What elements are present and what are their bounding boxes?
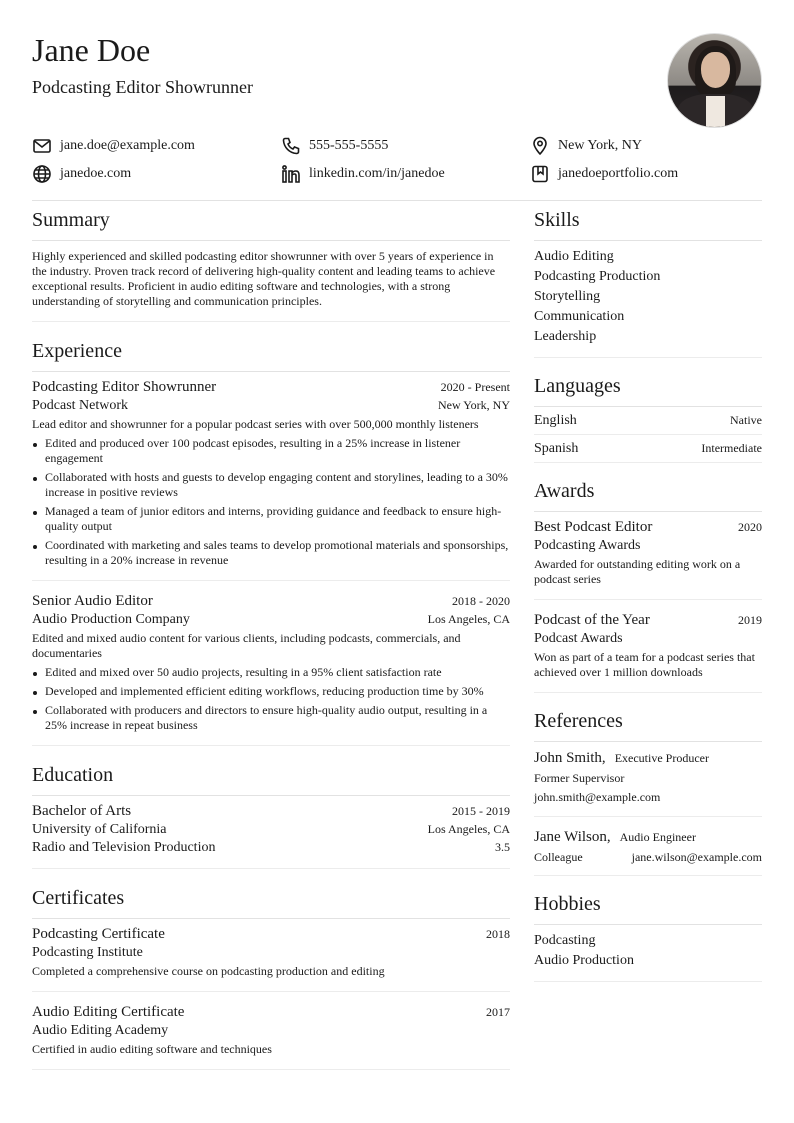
hobby-item: Audio Production — [534, 953, 634, 968]
photo-face — [701, 52, 730, 88]
awards-heading: Awards — [534, 471, 762, 512]
experience-role: Podcasting Editor Showrunner — [32, 379, 217, 395]
award-description: Won as part of a team for a podcast series that achieved over 1 million downloads — [534, 650, 755, 679]
skills-list — [534, 241, 762, 358]
left-column — [32, 200, 510, 1070]
experience-heading: Experience — [32, 331, 510, 372]
reference-relation: Former Supervisor — [534, 771, 625, 785]
award-item — [534, 600, 762, 693]
education-gpa: 3.5 — [495, 840, 510, 854]
resume-header — [32, 30, 762, 130]
phone-text: 555-555-5555 — [309, 138, 389, 153]
reference-position: Executive Producer — [614, 751, 709, 765]
summary-block — [32, 241, 510, 322]
linkedin-text: linkedin.com/in/janedoe — [309, 166, 445, 181]
reference-email[interactable]: jane.wilson@example.com — [631, 850, 762, 864]
certificates-heading: Certificates — [32, 878, 510, 919]
reference-item — [534, 742, 762, 817]
bullet-item: Edited and produced over 100 podcast episodes, resulting in a 25% increase in listener engagement — [32, 436, 510, 466]
experience-description: Edited and mixed audio content for various clients, including podcasts, commercials, and documentaries — [32, 631, 461, 660]
award-issuer: Podcasting Awards — [534, 538, 641, 553]
education-school: University of California — [32, 822, 167, 837]
certificate-item — [32, 992, 510, 1070]
hobby-item: Podcasting — [534, 933, 596, 948]
language-item — [534, 407, 762, 435]
bullet-item: Collaborated with producers and directors to ensure high-quality audio output, resulting in a 25% increase in repeat business — [32, 703, 510, 733]
education-degree: Bachelor of Arts — [32, 803, 132, 819]
contact-linkedin[interactable] — [281, 162, 445, 186]
award-year: 2019 — [738, 613, 762, 627]
skill-item: Podcasting Production — [534, 269, 661, 284]
portfolio-text: janedoeportfolio.com — [558, 166, 679, 181]
hobbies-list — [534, 925, 762, 982]
globe-icon — [32, 164, 52, 184]
language-level: Intermediate — [701, 441, 762, 455]
experience-dates: 2018 - 2020 — [452, 594, 510, 608]
reference-relation: Colleague — [534, 850, 583, 864]
summary-heading: Summary — [32, 200, 510, 241]
certificate-issuer: Podcasting Institute — [32, 945, 143, 960]
candidate-name: Jane Doe — [32, 32, 151, 68]
award-name: Podcast of the Year — [534, 612, 650, 628]
experience-location: Los Angeles, CA — [427, 612, 510, 626]
education-heading: Education — [32, 755, 510, 796]
contact-phone[interactable] — [281, 134, 388, 158]
education-field: Radio and Television Production — [32, 840, 216, 855]
right-column — [534, 200, 762, 982]
location-pin-icon — [530, 136, 550, 156]
award-year: 2020 — [738, 520, 762, 534]
experience-company: Audio Production Company — [32, 612, 190, 627]
linkedin-icon — [281, 164, 301, 184]
languages-heading: Languages — [534, 366, 762, 407]
experience-location: New York, NY — [437, 398, 510, 412]
reference-item — [534, 817, 762, 876]
award-description: Awarded for outstanding editing work on a podcast series — [534, 557, 741, 586]
education-location: Los Angeles, CA — [427, 822, 510, 836]
experience-description: Lead editor and showrunner for a popular podcast series with over 500,000 monthly listeners — [32, 417, 479, 431]
language-level: Native — [730, 413, 762, 427]
skill-item: Leadership — [534, 329, 597, 344]
contact-email[interactable] — [32, 134, 195, 158]
hobbies-heading: Hobbies — [534, 884, 762, 925]
email-text: jane.doe@example.com — [60, 138, 195, 153]
mail-icon — [32, 136, 52, 156]
language-name: English — [534, 413, 577, 428]
summary-text: Highly experienced and skilled podcasting editor showrunner with over 5 years of experience in the industry. Proven track record of delivering high-quality content and leading teams to achieve exceptional results. Proficient in audio editing software and technologies, with a strong understanding of storytelling and communication principles. — [32, 249, 496, 308]
experience-role: Senior Audio Editor — [32, 593, 153, 609]
certificate-description: Completed a comprehensive course on podcasting production and editing — [32, 964, 385, 978]
profile-photo — [667, 33, 762, 128]
language-item — [534, 435, 762, 463]
skill-item: Storytelling — [534, 289, 601, 304]
bullet-item: Edited and mixed over 50 audio projects, resulting in a 95% client satisfaction rate — [32, 665, 510, 680]
contact-portfolio[interactable] — [530, 162, 678, 186]
experience-bullets — [32, 436, 510, 568]
reference-email[interactable]: john.smith@example.com — [534, 790, 661, 804]
certificate-description: Certified in audio editing software and techniques — [32, 1042, 272, 1056]
certificate-year: 2018 — [486, 927, 510, 941]
certificate-year: 2017 — [486, 1005, 510, 1019]
certificate-item — [32, 919, 510, 992]
bullet-item: Developed and implemented efficient editing workflows, reducing production time by 30% — [32, 684, 510, 699]
skill-item: Communication — [534, 309, 625, 324]
award-issuer: Podcast Awards — [534, 631, 623, 646]
experience-company: Podcast Network — [32, 398, 129, 413]
award-name: Best Podcast Editor — [534, 519, 653, 535]
reference-position: Audio Engineer — [619, 830, 696, 844]
education-item — [32, 796, 510, 869]
skills-heading: Skills — [534, 200, 762, 241]
bookmark-icon — [530, 164, 550, 184]
certificate-name: Audio Editing Certificate — [32, 1004, 185, 1020]
skill-item: Audio Editing — [534, 249, 614, 264]
certificate-name: Podcasting Certificate — [32, 926, 165, 942]
language-name: Spanish — [534, 441, 579, 456]
location-text: New York, NY — [558, 138, 643, 153]
bullet-item: Managed a team of junior editors and interns, providing guidance and feedback to ensure high-quality output — [32, 504, 510, 534]
education-dates: 2015 - 2019 — [452, 804, 510, 818]
reference-name: John Smith, — [534, 750, 606, 766]
experience-item — [32, 581, 510, 746]
bullet-item: Coordinated with marketing and sales teams to develop promotional materials and sponsorships, resulting in a 20% increase in revenue — [32, 538, 510, 568]
reference-name: Jane Wilson, — [534, 829, 611, 845]
photo-shirt — [706, 96, 725, 128]
bullet-item: Collaborated with hosts and guests to develop engaging content and storylines, leading to a 30% increase in positive reviews — [32, 470, 510, 500]
references-heading: References — [534, 701, 762, 742]
contact-location — [530, 134, 642, 158]
certificate-issuer: Audio Editing Academy — [32, 1023, 169, 1038]
website-text: janedoe.com — [60, 166, 132, 181]
experience-item — [32, 372, 510, 581]
contact-website[interactable] — [32, 162, 131, 186]
award-item — [534, 512, 762, 600]
candidate-title: Podcasting Editor Showrunner — [32, 77, 253, 97]
phone-icon — [281, 136, 301, 156]
experience-bullets — [32, 665, 510, 733]
experience-dates: 2020 - Present — [440, 380, 510, 394]
